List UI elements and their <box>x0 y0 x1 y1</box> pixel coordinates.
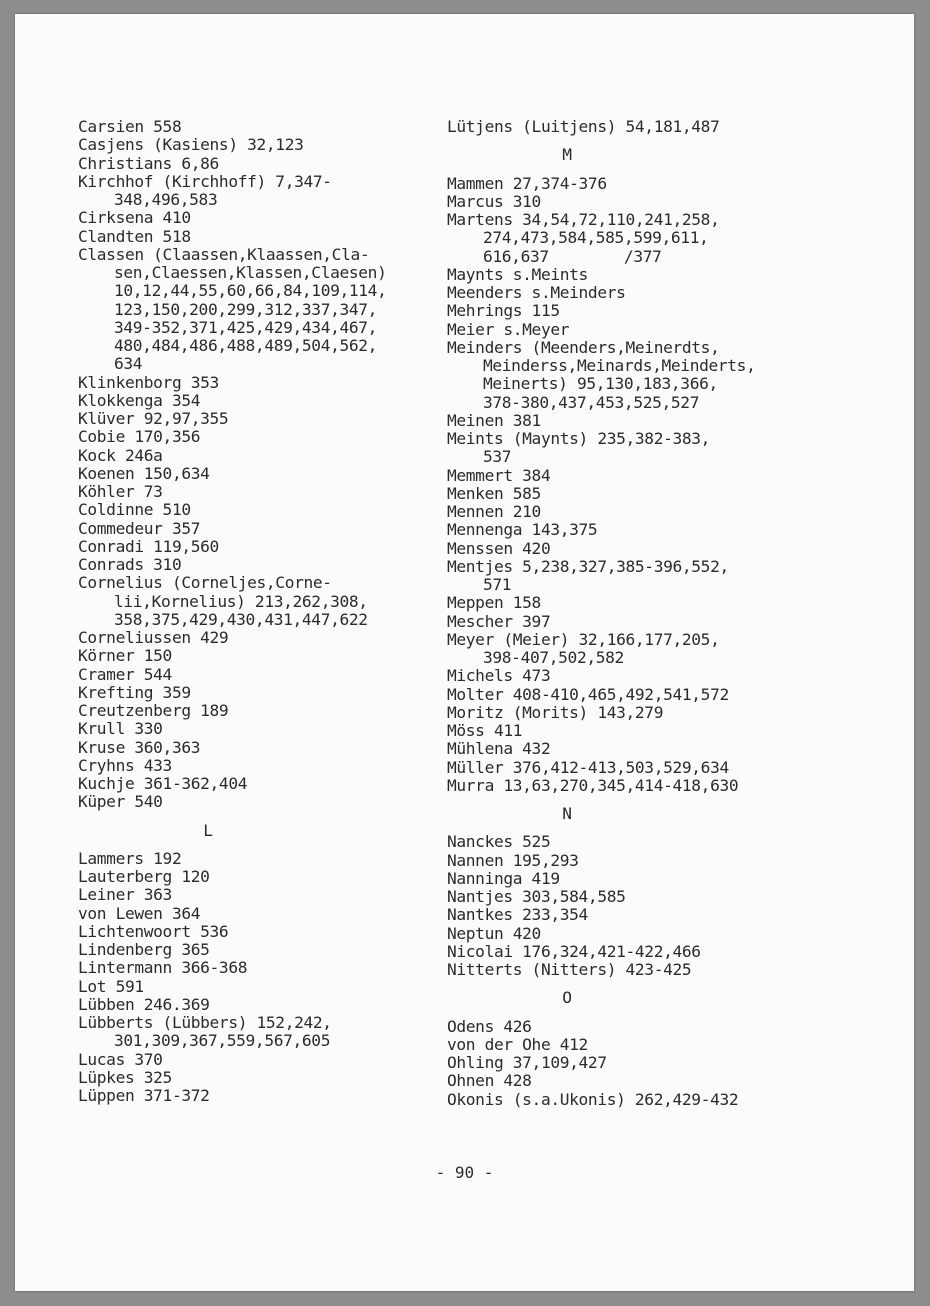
index-entry: Molter 408-410,465,492,541,572 <box>447 684 729 704</box>
index-entry: Menken 585 <box>447 483 541 503</box>
index-entry: Krefting 359 <box>78 682 191 702</box>
index-entry: Clandten 518 <box>78 226 191 246</box>
page-number: - 90 - <box>435 1163 494 1182</box>
index-entry: Marcus 310 <box>447 191 541 211</box>
index-entry: Conrads 310 <box>78 555 182 574</box>
index-entry: Menssen 420 <box>447 538 551 558</box>
index-entry-continuation: 378-380,437,453,525,527 <box>483 392 700 412</box>
index-entry: Köhler 73 <box>78 482 163 501</box>
index-entry: Michels 473 <box>447 666 551 686</box>
index-entry: von der Ohe 412 <box>447 1034 588 1054</box>
index-entry: Lot 591 <box>78 976 144 996</box>
index-entry: Mennen 210 <box>447 502 541 521</box>
section-letter-heading: O <box>562 988 572 1008</box>
index-entry: Meinen 381 <box>447 410 541 430</box>
index-entry-continuation: 123,150,200,299,312,337,347, <box>114 299 378 319</box>
index-entry: Murra 13,63,270,345,414-418,630 <box>447 775 739 795</box>
index-entry: Körner 150 <box>78 646 172 666</box>
index-entry: Casjens (Kasiens) 32,123 <box>78 135 304 155</box>
index-entry: Mennenga 143,375 <box>447 520 598 540</box>
index-entry-continuation: 301,309,367,559,567,605 <box>114 1031 331 1051</box>
section-gap <box>447 1008 887 1018</box>
section-gap <box>447 795 887 805</box>
index-entry-continuation: 537 <box>483 447 512 467</box>
index-column-left <box>78 118 458 1105</box>
index-entry: Müller 376,412-413,503,529,634 <box>447 757 729 777</box>
index-entry: Mühlena 432 <box>447 739 551 759</box>
index-entry: Kirchhof (Kirchhoff) 7,347- <box>78 171 332 191</box>
index-entry: Moritz (Morits) 143,279 <box>447 702 664 722</box>
index-entry-continuation: sen,Claessen,Klassen,Claesen) <box>114 263 387 282</box>
index-entry: Lübberts (Lübbers) 152,242, <box>78 1013 332 1032</box>
index-entry: Nanninga 419 <box>447 868 560 888</box>
index-entry: Lüppen 371-372 <box>78 1086 210 1105</box>
index-entry: Lindenberg 365 <box>78 940 210 959</box>
index-entry: Conradi 119,560 <box>78 536 219 556</box>
index-entry-continuation: 480,484,486,488,489,504,562, <box>114 336 378 355</box>
index-entry: Lauterberg 120 <box>78 867 210 886</box>
index-entry: Memmert 384 <box>447 465 551 485</box>
index-entry: Lütjens (Luitjens) 54,181,487 <box>447 117 720 136</box>
index-entry: Küper 540 <box>78 792 163 812</box>
index-entry: Okonis (s.a.Ukonis) 262,429-432 <box>447 1089 739 1109</box>
index-entry: Corneliussen 429 <box>78 628 229 647</box>
index-entry: Mescher 397 <box>447 611 551 631</box>
index-entry: Odens 426 <box>447 1016 532 1036</box>
index-entry-continuation: 571 <box>483 575 512 594</box>
index-entry: Cirksena 410 <box>78 208 191 228</box>
index-entry: Meier s.Meyer <box>447 319 570 339</box>
index-column-right <box>447 118 887 1109</box>
index-entry: Meyer (Meier) 32,166,177,205, <box>447 629 720 649</box>
index-entry: Meppen 158 <box>447 593 541 613</box>
index-entry: Lichtenwoort 536 <box>78 921 229 941</box>
index-entry: Coldinne 510 <box>78 500 191 520</box>
index-entry: Mammen 27,374-376 <box>447 173 607 193</box>
index-entry: von Lewen 364 <box>78 903 201 923</box>
index-entry: Maynts s.Meints <box>447 264 588 284</box>
index-entry: Meinders (Meenders,Meinerdts, <box>447 337 720 357</box>
index-entry: Neptun 420 <box>447 923 541 943</box>
index-entry: Cryhns 433 <box>78 755 172 775</box>
index-entry-continuation: Meinderss,Meinards,Meinderts, <box>483 356 756 375</box>
index-entry-continuation: 358,375,429,430,431,447,622 <box>114 609 368 629</box>
index-entry: Mehrings 115 <box>447 301 560 321</box>
section-gap <box>78 812 458 822</box>
index-entry-continuation: 398-407,502,582 <box>483 648 624 667</box>
index-entry-continuation: 348,496,583 <box>114 190 218 209</box>
index-entry: Klinkenborg 353 <box>78 372 219 392</box>
section-letter-heading: M <box>562 145 572 165</box>
index-entry: Koenen 150,634 <box>78 463 210 483</box>
section-gap <box>447 165 887 175</box>
index-entry: Nitterts (Nitters) 423-425 <box>447 960 692 979</box>
index-entry: Nantkes 233,354 <box>447 905 588 925</box>
index-entry: Kuchje 361-362,404 <box>78 774 248 793</box>
section-gap <box>447 979 887 989</box>
index-entry: Ohling 37,109,427 <box>447 1053 607 1072</box>
index-entry: Leiner 363 <box>78 885 172 905</box>
index-entry-continuation: Meinerts) 95,130,183,366, <box>483 374 718 394</box>
index-entry: Kock 246a <box>78 445 163 465</box>
index-entry-continuation: 10,12,44,55,60,66,84,109,114, <box>114 281 387 301</box>
index-entry: Nannen 195,293 <box>447 850 579 870</box>
index-entry: Kruse 360,363 <box>78 737 201 757</box>
document-page <box>15 14 914 1291</box>
index-entry: Commedeur 357 <box>78 518 201 538</box>
section-letter-heading: L <box>203 820 213 840</box>
index-entry: Cramer 544 <box>78 664 172 684</box>
index-entry: Lammers 192 <box>78 848 182 868</box>
index-entry: Lübben 246.369 <box>78 994 210 1014</box>
index-entry-continuation: 274,473,584,585,599,611, <box>483 228 709 248</box>
index-entry: Cobie 170,356 <box>78 427 201 447</box>
index-entry: Classen (Claassen,Klaassen,Cla- <box>78 244 370 264</box>
index-entry: Nicolai 176,324,421-422,466 <box>447 941 701 961</box>
index-entry: Krull 330 <box>78 719 163 739</box>
index-entry: Cornelius (Corneljes,Corne- <box>78 573 332 593</box>
index-entry: Nanckes 525 <box>447 832 551 852</box>
index-entry: Klokkenga 354 <box>78 390 201 410</box>
index-entry: Lintermann 366-368 <box>78 958 248 978</box>
index-entry: Meenders s.Meinders <box>447 283 626 302</box>
index-entry: Klüver 92,97,355 <box>78 409 229 428</box>
section-gap <box>447 136 887 146</box>
index-entry: Nantjes 303,584,585 <box>447 887 626 906</box>
index-entry: Martens 34,54,72,110,241,258, <box>447 210 720 229</box>
index-entry-continuation: lii,Kornelius) 213,262,308, <box>114 591 368 611</box>
index-entry: Mentjes 5,238,327,385-396,552, <box>447 556 729 576</box>
index-entry-continuation: 634 <box>114 354 143 374</box>
section-letter-heading: N <box>562 804 572 823</box>
index-entry: Lucas 370 <box>78 1049 163 1069</box>
index-entry: Möss 411 <box>447 721 523 740</box>
index-entry-continuation: 616,637 /377 <box>483 246 662 266</box>
index-entry: Christians 6,86 <box>78 153 219 173</box>
index-entry: Carsien 558 <box>78 117 182 136</box>
index-entry: Lüpkes 325 <box>78 1067 172 1087</box>
index-entry: Meints (Maynts) 235,382-383, <box>447 429 711 448</box>
index-entry: Ohnen 428 <box>447 1071 532 1091</box>
index-entry: Creutzenberg 189 <box>78 701 229 720</box>
index-entry-continuation: 349-352,371,425,429,434,467, <box>114 317 378 337</box>
